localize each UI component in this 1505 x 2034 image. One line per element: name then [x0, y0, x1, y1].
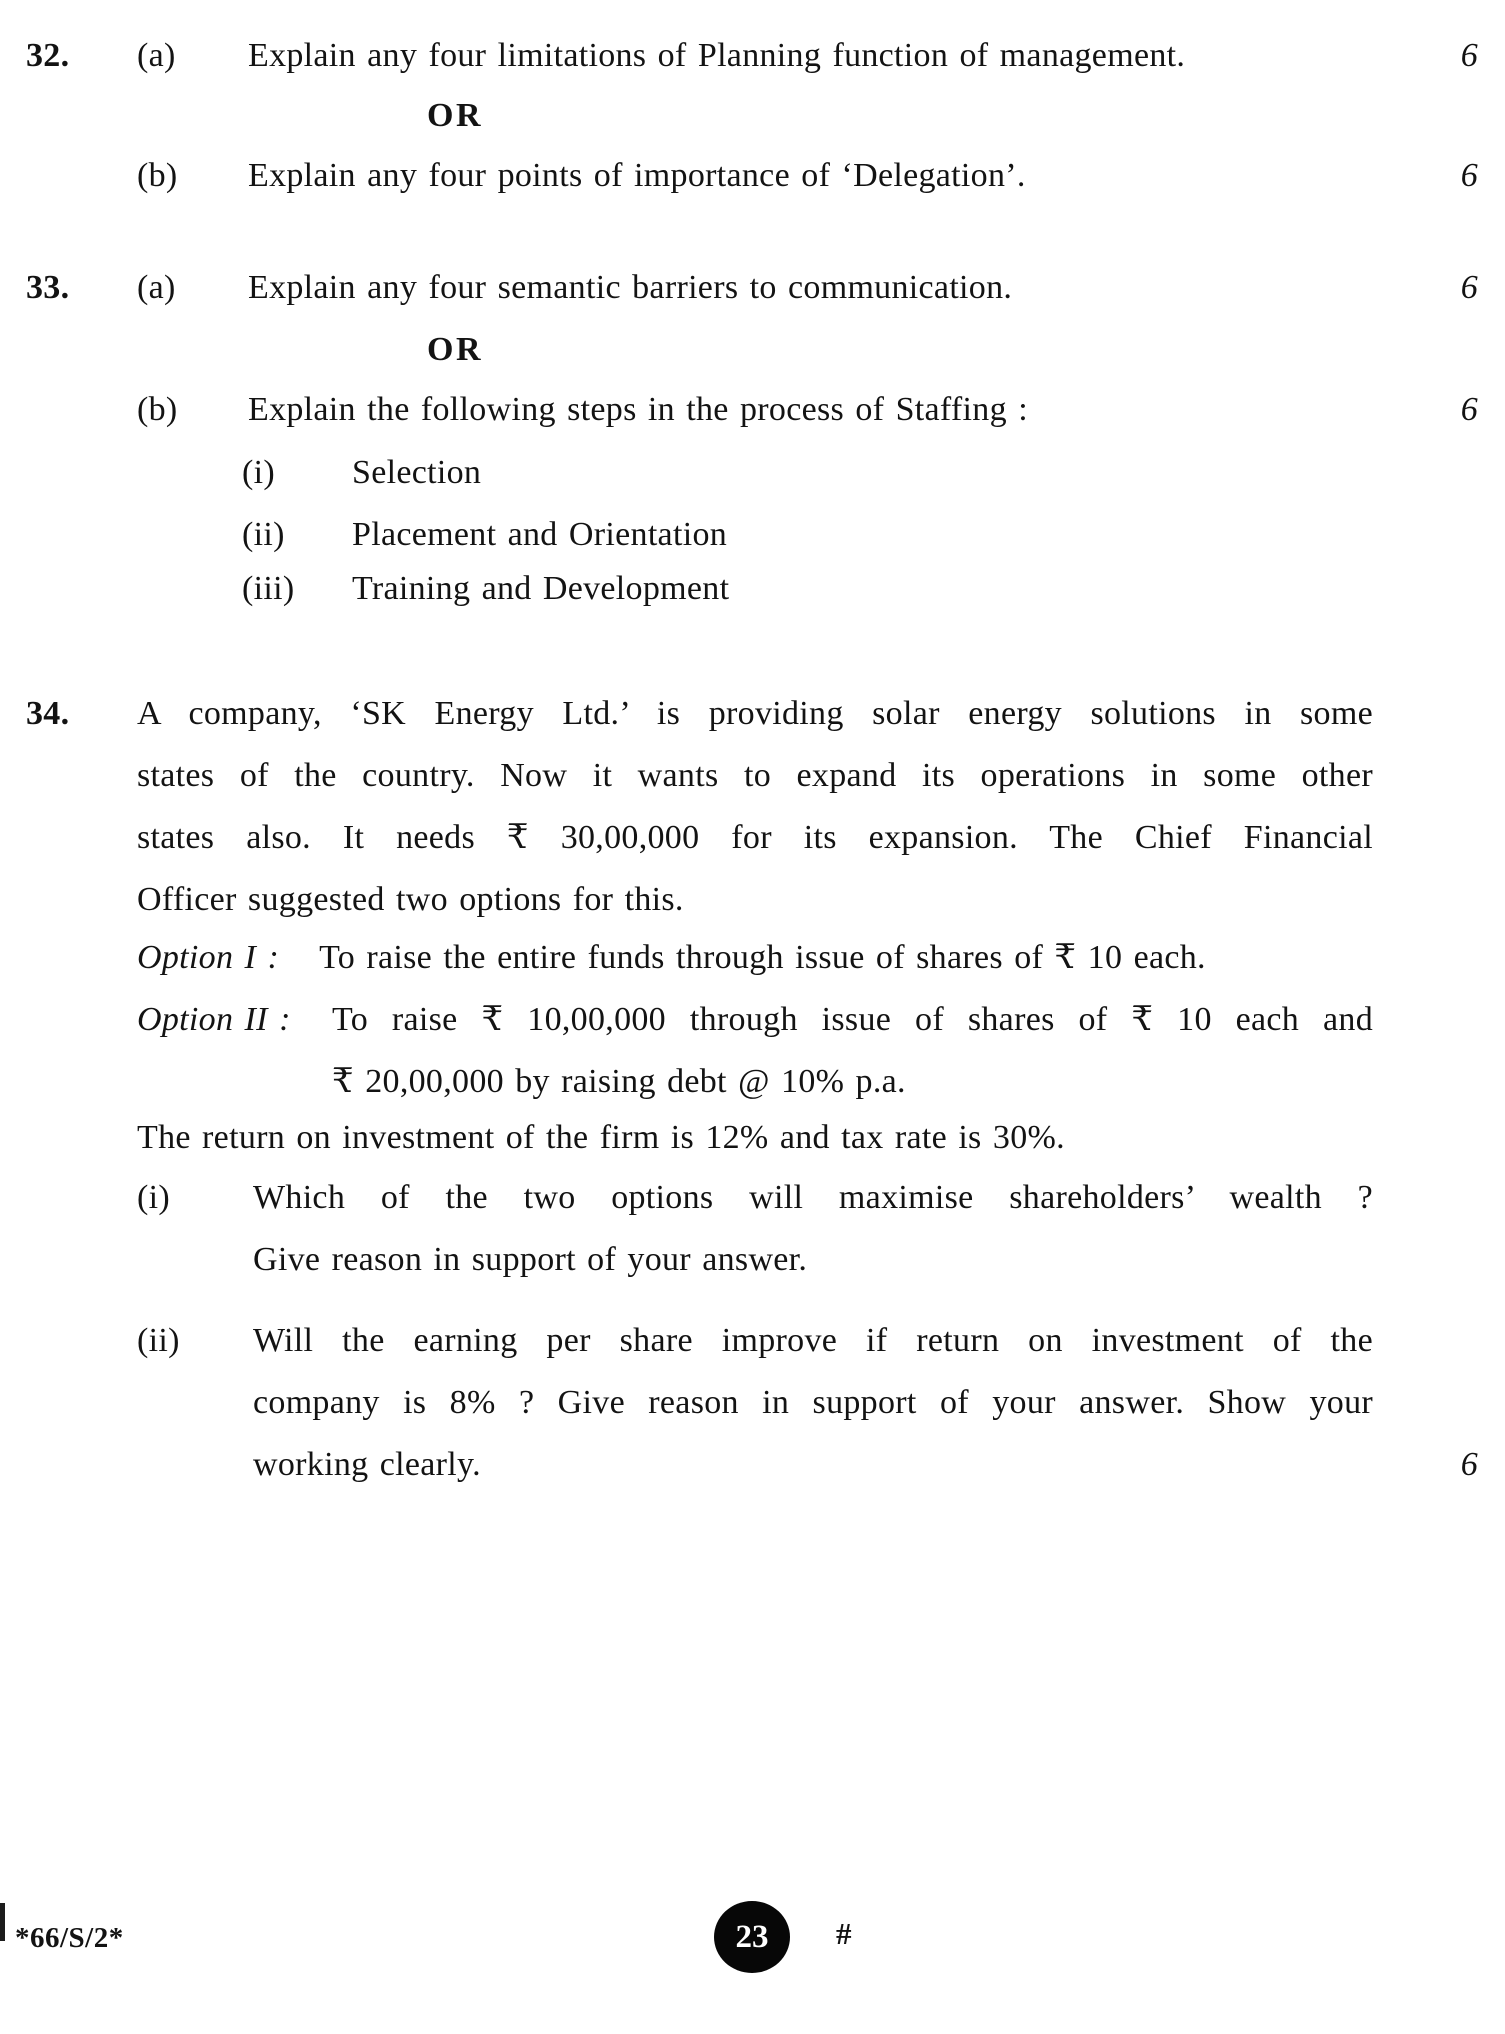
- q32-number: 32.: [26, 37, 70, 74]
- q33-or-separator: OR: [427, 331, 483, 368]
- q33-item-iii-label: (iii): [242, 570, 295, 607]
- q34-option1-label: Option I :: [137, 939, 280, 976]
- q34-option2-line-1: To raise ₹ 10,00,000 through issue of shares of ₹ 10 each and: [332, 1001, 1373, 1038]
- q34-option1-text: To raise the entire funds through issue of shares of ₹ 10 each.: [319, 939, 1206, 976]
- footer-hash-mark: #: [836, 1916, 852, 1951]
- q32-or-separator: OR: [427, 97, 483, 134]
- q33-b-marks: 6: [1460, 391, 1478, 428]
- q34-intro-line-1: A company, ‘SK Energy Ltd.’ is providing solar energy solutions in some: [137, 695, 1373, 732]
- q32-a-marks: 6: [1460, 37, 1478, 74]
- q32-b-label: (b): [137, 157, 178, 194]
- q34-sub-ii-line-3: working clearly.: [253, 1446, 481, 1483]
- q33-a-text: Explain any four semantic barriers to communication.: [248, 269, 1013, 306]
- q33-a-label: (a): [137, 269, 176, 306]
- q34-sub-ii-label: (ii): [137, 1322, 180, 1359]
- q34-sub-ii-line-2: company is 8% ? Give reason in support of your answer. Show your: [253, 1384, 1373, 1421]
- footer-paper-code: *66/S/2*: [15, 1922, 124, 1954]
- q34-sub-i-line-2: Give reason in support of your answer.: [253, 1241, 808, 1278]
- q34-intro-line-2: states of the country. Now it wants to expand its operations in some other: [137, 757, 1373, 794]
- q32-a-label: (a): [137, 37, 176, 74]
- q34-option1-row: [137, 936, 1206, 980]
- q34-number: 34.: [26, 695, 70, 732]
- q33-item-i-text: Selection: [352, 454, 482, 491]
- q32-b-marks: 6: [1460, 157, 1478, 194]
- q33-b-text: Explain the following steps in the process of Staffing :: [248, 391, 1028, 428]
- page-number-badge: 23: [714, 1901, 790, 1973]
- q33-number: 33.: [26, 269, 70, 306]
- q32-b-text: Explain any four points of importance of ‘Delegation’.: [248, 157, 1026, 194]
- q34-sub-ii-line-1: Will the earning per share improve if return on investment of the: [253, 1322, 1373, 1359]
- q33-item-iii-text: Training and Development: [352, 570, 730, 607]
- q34-option2-line-2: ₹ 20,00,000 by raising debt @ 10% p.a.: [332, 1063, 906, 1100]
- q34-option2-label: Option II :: [137, 1001, 291, 1038]
- q34-sub-i-line-1: Which of the two options will maximise shareholders’ wealth ?: [253, 1179, 1373, 1216]
- q33-item-ii-text: Placement and Orientation: [352, 516, 728, 553]
- scan-edge-artifact: [0, 1903, 5, 1941]
- q33-b-label: (b): [137, 391, 178, 428]
- q34-return-line: The return on investment of the firm is 12% and tax rate is 30%.: [137, 1119, 1065, 1156]
- q33-item-ii-label: (ii): [242, 516, 285, 553]
- q34-marks: 6: [1460, 1446, 1478, 1483]
- q33-a-marks: 6: [1460, 269, 1478, 306]
- q32-a-text: Explain any four limitations of Planning function of management.: [248, 37, 1186, 74]
- q34-intro-line-4: Officer suggested two options for this.: [137, 881, 684, 918]
- q34-sub-i-label: (i): [137, 1179, 170, 1216]
- q34-intro-line-3: states also. It needs ₹ 30,00,000 for its expansion. The Chief Financial: [137, 819, 1373, 856]
- q33-item-i-label: (i): [242, 454, 275, 491]
